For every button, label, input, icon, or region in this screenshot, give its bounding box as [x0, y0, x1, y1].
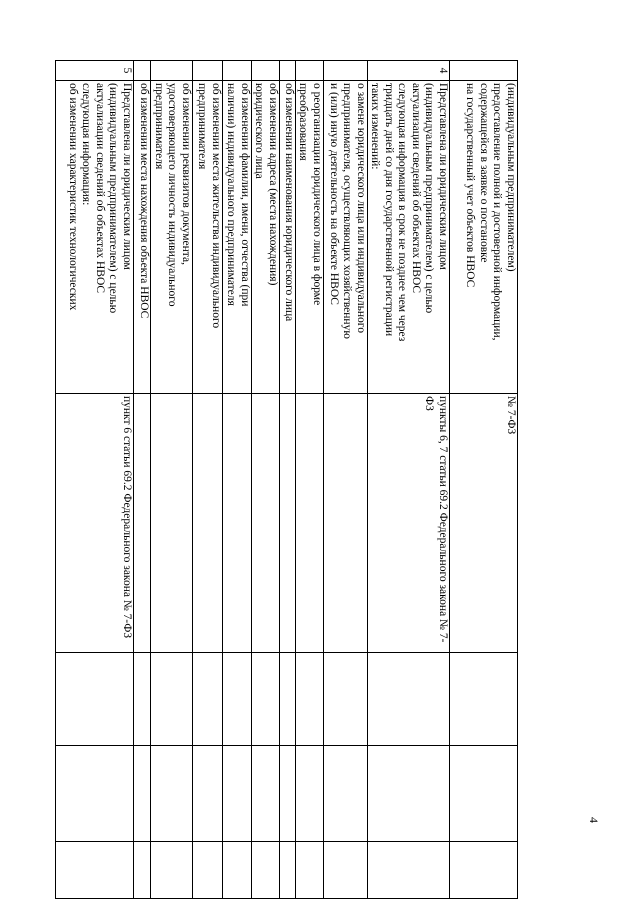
table-row — [134, 61, 151, 899]
row-number-cell — [223, 61, 252, 81]
table-row — [193, 61, 223, 899]
question-line: юридического лица — [253, 83, 266, 179]
legal-reference-cell — [252, 394, 280, 653]
question-line: предпринимателя — [153, 83, 165, 170]
question-line: об изменении наименования юридического лица — [283, 83, 295, 322]
row-number-cell — [280, 61, 296, 81]
table-row — [280, 61, 296, 899]
question-line: на государственный учет объектов НВОС — [464, 83, 477, 288]
answer-no-cell[interactable] — [368, 746, 450, 842]
answer-no-cell[interactable] — [151, 746, 193, 842]
row-number-cell — [296, 61, 324, 81]
question-line: об изменении фамилии, имени, отчества (при — [239, 83, 251, 307]
question-line: таких изменений: — [369, 83, 382, 170]
row-number-cell — [134, 61, 151, 81]
row-number-cell — [193, 61, 223, 81]
table-row — [324, 61, 368, 899]
answer-no-cell[interactable] — [223, 746, 252, 842]
table-row — [252, 61, 280, 899]
question-line: тридцать дней со дня государственной регистрации — [383, 83, 395, 337]
answer-no-cell[interactable] — [134, 746, 151, 842]
legal-reference-cell — [151, 394, 193, 653]
answer-na-cell[interactable] — [134, 842, 151, 899]
answer-no-cell[interactable] — [252, 746, 280, 842]
question-line: актуализации сведений об объектах НВОС — [94, 83, 106, 294]
question-line: об изменении места жительства индивидуального — [210, 83, 222, 329]
table-row — [56, 61, 134, 899]
question-line: и (или) иную деятельность на объекте НВОС — [328, 83, 340, 305]
row-number-cell — [324, 61, 368, 81]
answer-na-cell[interactable] — [56, 842, 134, 899]
question-line: о замене юридического лица или индивидуального — [355, 83, 367, 333]
answer-yes-cell[interactable] — [296, 653, 324, 746]
checklist-table-body — [56, 61, 518, 899]
answer-no-cell[interactable] — [193, 746, 223, 842]
question-line: следующая информация: — [80, 83, 93, 206]
row-number-cell — [450, 61, 518, 81]
legal-reference-cell — [223, 394, 252, 653]
checklist-table — [55, 60, 518, 899]
question-line: удостоверяющего личность индивидуального — [166, 83, 179, 307]
question-cell — [193, 81, 223, 394]
row-number-cell — [252, 61, 280, 81]
question-cell — [223, 81, 252, 394]
legal-reference-cell: пункты 6, 7 статьи 69.2 Федерального закона № 7-ФЗ — [368, 394, 450, 653]
legal-reference-cell: № 7-ФЗ — [450, 394, 518, 653]
answer-yes-cell[interactable] — [193, 653, 223, 746]
answer-na-cell[interactable] — [324, 842, 368, 899]
legal-reference-cell — [134, 394, 151, 653]
answer-na-cell[interactable] — [252, 842, 280, 899]
question-line: Представлена ли юридическим лицом — [437, 83, 449, 270]
answer-na-cell[interactable] — [151, 842, 193, 899]
question-cell — [296, 81, 324, 394]
question-line: предпринимателя, осуществляющих хозяйственную — [341, 83, 354, 339]
question-line: (индивидуальным предпринимателем) с целью — [107, 83, 120, 314]
answer-yes-cell[interactable] — [223, 653, 252, 746]
answer-yes-cell[interactable] — [56, 653, 134, 746]
row-number-cell: 5 — [56, 61, 134, 81]
question-cell — [151, 81, 193, 394]
answer-no-cell[interactable] — [280, 746, 296, 842]
answer-yes-cell[interactable] — [450, 653, 518, 746]
question-line: предпринимателя — [196, 83, 209, 170]
answer-yes-cell[interactable] — [252, 653, 280, 746]
question-cell — [450, 81, 518, 394]
question-cell — [368, 81, 450, 394]
table-row — [450, 61, 518, 899]
answer-yes-cell[interactable] — [280, 653, 296, 746]
answer-yes-cell[interactable] — [368, 653, 450, 746]
answer-na-cell[interactable] — [193, 842, 223, 899]
answer-no-cell[interactable] — [296, 746, 324, 842]
answer-yes-cell[interactable] — [324, 653, 368, 746]
row-number-cell: 4 — [368, 61, 450, 81]
answer-no-cell[interactable] — [450, 746, 518, 842]
legal-reference-cell — [324, 394, 368, 653]
question-line: следующая информация в срок не позднее чем через — [396, 83, 409, 342]
question-line: Представлена ли юридическим лицом — [121, 83, 133, 270]
checklist-table-sheet — [65, 60, 518, 898]
answer-na-cell[interactable] — [368, 842, 450, 899]
question-line: наличии) индивидуального предпринимателя — [225, 83, 238, 306]
question-line: преобразования — [297, 83, 310, 161]
answer-yes-cell[interactable] — [151, 653, 193, 746]
question-line: (индивидуальным предпринимателем) — [505, 83, 517, 272]
legal-reference-cell — [296, 394, 324, 653]
page-number: 4 — [587, 817, 601, 823]
answer-na-cell[interactable] — [223, 842, 252, 899]
question-cell — [280, 81, 296, 394]
answer-na-cell[interactable] — [450, 842, 518, 899]
answer-no-cell[interactable] — [56, 746, 134, 842]
question-cell — [324, 81, 368, 394]
question-line: об изменении характеристик технологических — [67, 83, 79, 311]
answer-no-cell[interactable] — [324, 746, 368, 842]
question-line: содержащейся в заявке о постановке — [478, 83, 490, 263]
legal-reference-cell — [280, 394, 296, 653]
question-line: о реорганизации юридического лица в форме — [311, 83, 323, 306]
answer-na-cell[interactable] — [280, 842, 296, 899]
question-line: актуализации сведений об объектах НВОС — [410, 83, 422, 294]
answer-na-cell[interactable] — [296, 842, 324, 899]
question-line: об изменении адреса (места нахождения) — [267, 83, 279, 286]
question-cell — [252, 81, 280, 394]
question-cell — [134, 81, 151, 394]
question-line: (индивидуальным предпринимателем) с целью — [423, 83, 436, 314]
question-line: предоставление полной и достоверной информации, — [491, 83, 504, 341]
row-number-cell — [151, 61, 193, 81]
question-cell — [56, 81, 134, 394]
legal-reference-cell: пункт 6 статьи 69.2 Федерального закона № 7-ФЗ — [56, 394, 134, 653]
question-line: об изменении места нахождения объекта НВОС — [138, 83, 150, 319]
table-row — [368, 61, 450, 899]
question-line: об изменении реквизитов документа, — [180, 83, 192, 265]
answer-yes-cell[interactable] — [134, 653, 151, 746]
table-row — [296, 61, 324, 899]
legal-reference-cell — [193, 394, 223, 653]
table-row — [223, 61, 252, 899]
table-row — [151, 61, 193, 899]
